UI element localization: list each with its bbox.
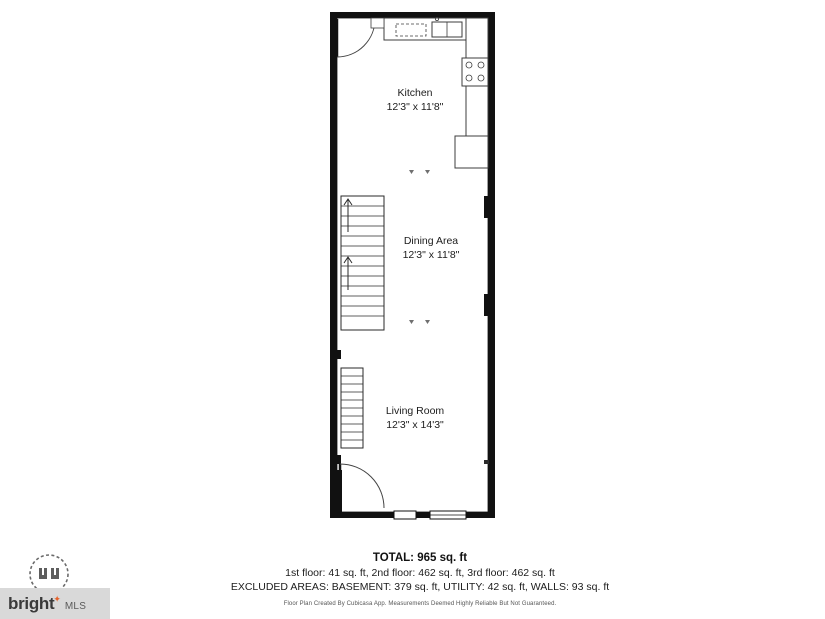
area-summary xyxy=(150,551,690,607)
wall-pier-right-lower xyxy=(484,294,495,316)
room-dimensions-kitchen: 12'3" x 11'8" xyxy=(386,101,444,113)
excluded-areas-text: EXCLUDED AREAS: BASEMENT: 379 sq. ft, UTILITY: 42 sq. ft, WALLS: 93 sq. ft xyxy=(230,581,610,593)
kitchen-cabinet-lower xyxy=(455,136,488,168)
floor-breakdown-text: 1st floor: 41 sq. ft, 2nd floor: 462 sq. ft, 3rd floor: 462 sq. ft xyxy=(285,567,555,579)
brand-name: bright xyxy=(8,593,55,613)
wall-right xyxy=(488,12,495,518)
wall-left-lower xyxy=(330,357,337,518)
wall-pier-right-upper xyxy=(484,196,495,218)
wall-fixture-right-living xyxy=(484,460,489,464)
kitchen-wall-fixture xyxy=(371,18,384,28)
room-label-dining-area xyxy=(376,234,486,262)
wall-jamb-left-stairtop xyxy=(330,350,341,359)
brand-bar xyxy=(0,588,110,619)
brand-suffix: MLS xyxy=(64,600,87,612)
room-dimensions-dining-area: 12'3" x 11'8" xyxy=(402,249,460,261)
room-name-living-room: Living Room xyxy=(385,405,445,417)
room-name-kitchen: Kitchen xyxy=(397,87,433,99)
room-dimensions-living-room: 12'3" x 14'3" xyxy=(386,419,444,431)
room-label-living-room xyxy=(360,404,470,432)
wall-left-upper xyxy=(330,12,337,357)
disclaimer-text: Floor Plan Created By Cubicasa App. Measurements Deemed Highly Reliable But Not Guaranteed. xyxy=(283,601,557,607)
wall-top xyxy=(330,12,495,18)
brand-star-icon: ✦ xyxy=(53,594,61,604)
window-bottom-2 xyxy=(394,511,416,519)
room-name-dining-area: Dining Area xyxy=(403,235,459,247)
wall-stub-bottom-left xyxy=(336,470,342,512)
room-label-kitchen xyxy=(360,86,470,114)
kitchen-range xyxy=(462,58,488,86)
wall-jamb-left-door xyxy=(330,455,341,464)
total-area-text: TOTAL: 965 sq. ft xyxy=(372,552,468,564)
